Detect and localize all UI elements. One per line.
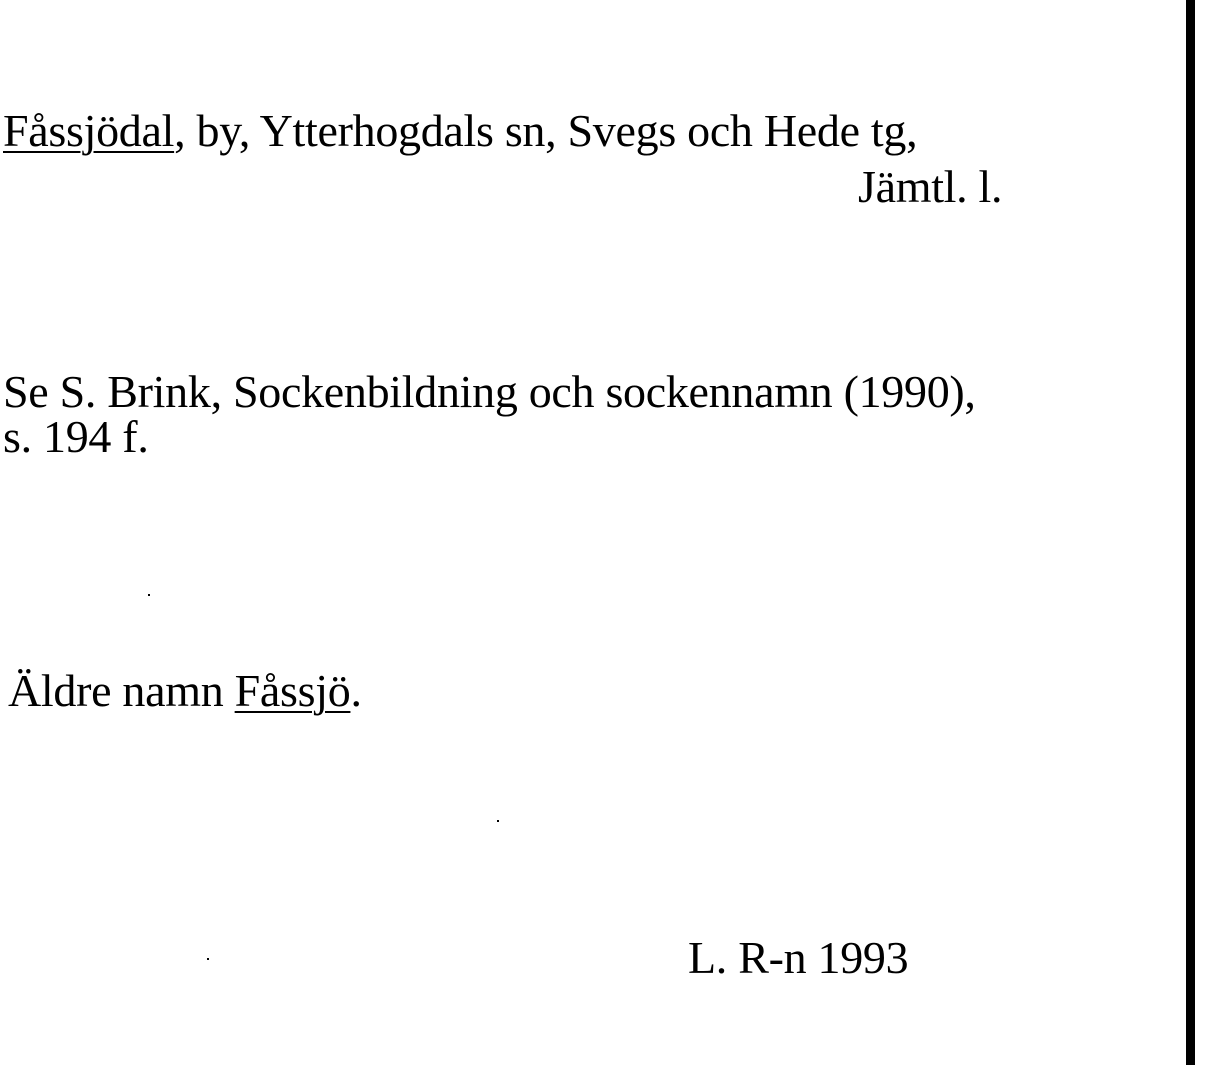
entry-line — [3, 105, 918, 156]
older-name-suffix: . — [350, 665, 362, 716]
scan-speck — [207, 958, 209, 960]
reference-line-1: Se S. Brink, Sockenbildning och sockennamn (1990), — [3, 366, 976, 417]
headword: Fåssjödal — [3, 105, 175, 156]
entry-description: , by, Ytterhogdals sn, Svegs och Hede tg, — [174, 105, 918, 156]
scan-speck — [148, 594, 150, 596]
signature: L. R-n 1993 — [688, 932, 909, 983]
older-name-prefix: Äldre namn — [8, 665, 235, 716]
county-line: Jämtl. l. — [858, 161, 1003, 212]
reference-line-2: s. 194 f. — [3, 411, 149, 462]
scan-speck — [497, 820, 499, 822]
older-name: Fåssjö — [234, 665, 351, 716]
older-name-line — [8, 665, 362, 716]
card-right-edge — [1186, 0, 1195, 1065]
